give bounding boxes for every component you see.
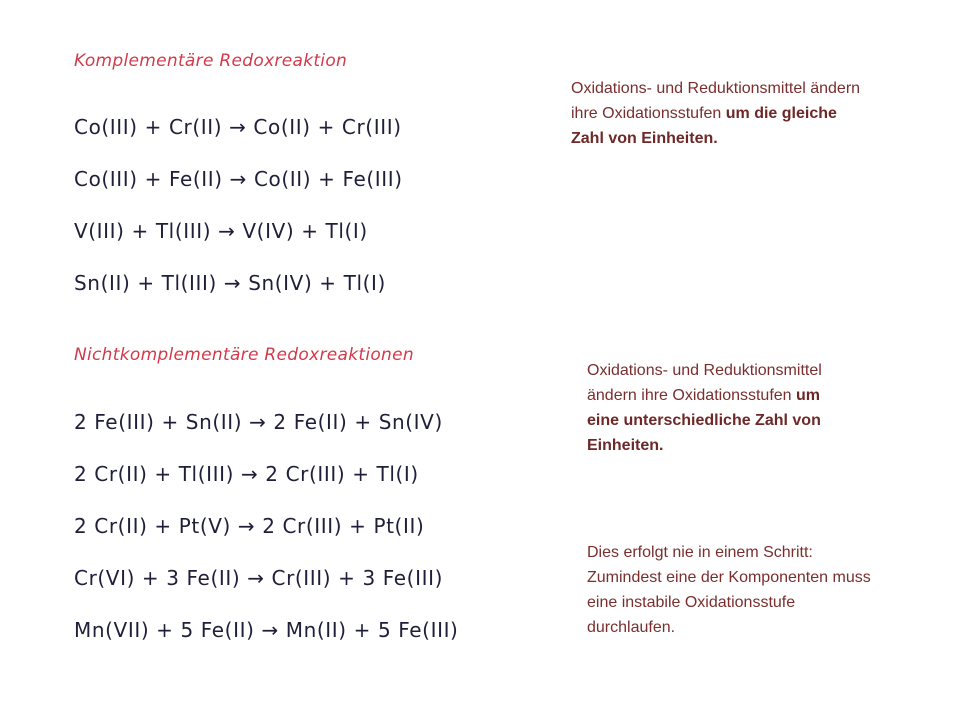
noncomplementary-note-2: Dies erfolgt nie in einem Schritt: Zumindest eine der Komponenten muss eine instabile Oxidationsstufe durchlaufen. <box>587 544 871 636</box>
noncomplementary-heading: Nichtkomplementäre Redoxreaktionen <box>74 345 414 365</box>
complementary-equation-3: V(III) + Tl(III) → V(IV) + Tl(I) <box>74 219 368 243</box>
complementary-equation-4: Sn(II) + Tl(III) → Sn(IV) + Tl(I) <box>74 271 386 295</box>
complementary-equation-1: Co(III) + Cr(II) → Co(II) + Cr(III) <box>74 115 402 139</box>
noncomplementary-equation-3: 2 Cr(II) + Pt(V) → 2 Cr(III) + Pt(II) <box>74 514 425 538</box>
noncomplementary-note <box>587 358 852 458</box>
noncomplementary-equation-1: 2 Fe(III) + Sn(II) → 2 Fe(II) + Sn(IV) <box>74 410 443 434</box>
noncomplementary-equation-2: 2 Cr(II) + Tl(III) → 2 Cr(III) + Tl(I) <box>74 462 419 486</box>
complementary-note-bold: um die gleiche Zahl von Einheiten. <box>571 105 837 147</box>
noncomplementary-equation-4: Cr(VI) + 3 Fe(II) → Cr(III) + 3 Fe(III) <box>74 566 443 590</box>
noncomplementary-note-plain: Oxidations- und Reduktionsmittel ändern ihre Oxidationsstufen <box>587 362 822 404</box>
complementary-equation-2: Co(III) + Fe(II) → Co(II) + Fe(III) <box>74 167 403 191</box>
complementary-note-plain: Oxidations- und Reduktionsmittel ändern ihre Oxidationsstufen <box>571 80 861 122</box>
complementary-note <box>571 76 871 151</box>
noncomplementary-note-bold: um eine unterschiedliche Zahl von Einheiten. <box>587 387 821 454</box>
complementary-heading: Komplementäre Redoxreaktion <box>74 51 348 71</box>
noncomplementary-equation-5: Mn(VII) + 5 Fe(II) → Mn(II) + 5 Fe(III) <box>74 618 459 642</box>
